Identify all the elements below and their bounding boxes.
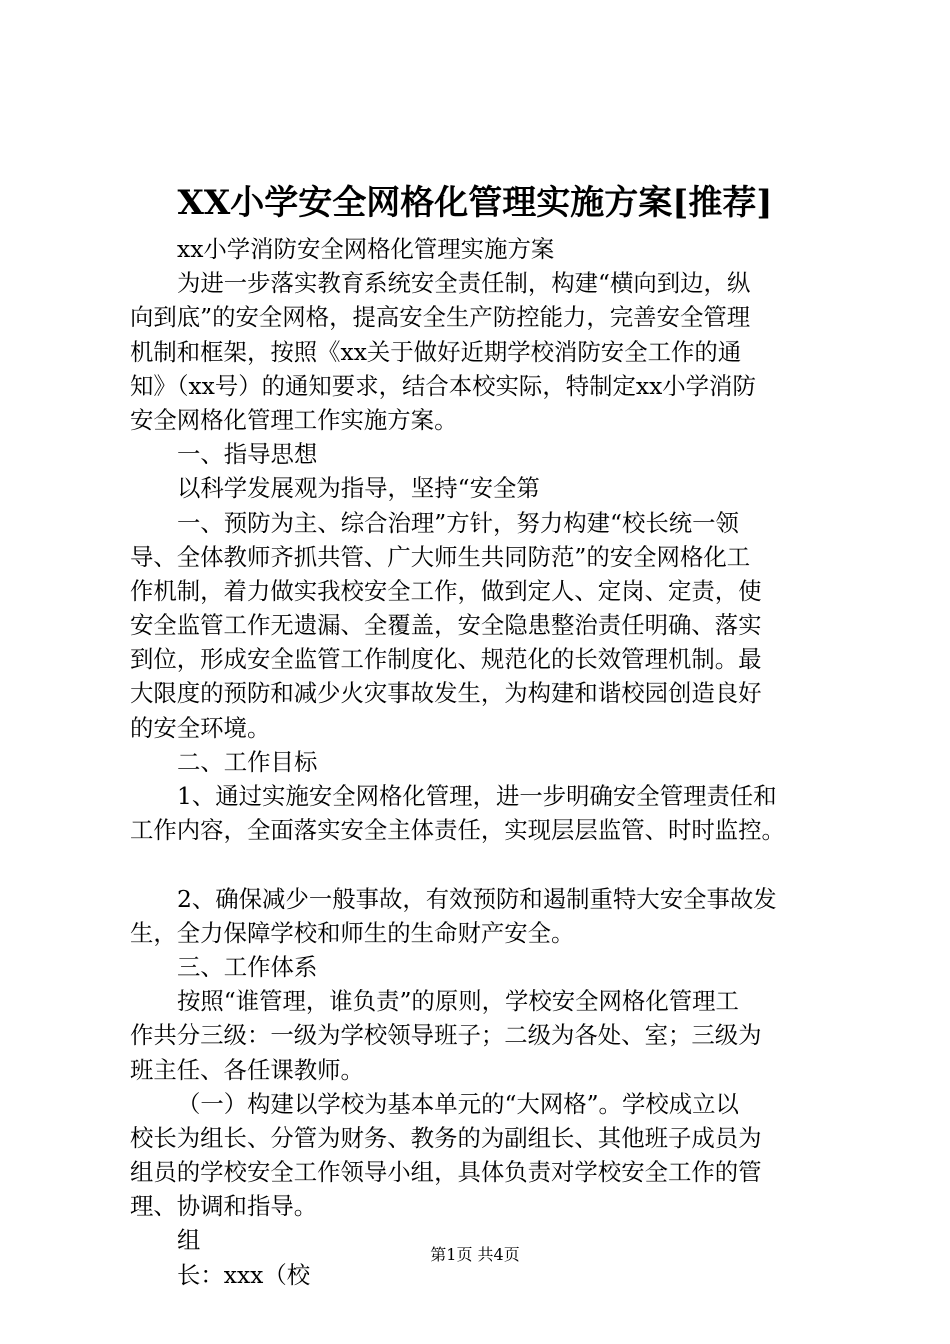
paragraph-line: 组员的学校安全工作领导小组，具体负责对学校安全工作的管 [130,1158,762,1187]
paragraph-line: 工作内容，全面落实安全主体责任，实现层层监管、时时监控。 [130,816,785,845]
paragraph-line: （一）构建以学校为基本单元的“大网格”。学校成立以 [177,1089,739,1118]
paragraph-line: 作共分三级：一级为学校领导班子；二级为各处、室；三级为 [130,1021,762,1050]
paragraph-line: 长：xxx（校 [177,1260,311,1289]
paragraph-line: 安全网格化管理工作实施方案。 [130,405,458,434]
paragraph-line: 按照“谁管理，谁负责”的原则，学校安全网格化管理工 [177,987,739,1016]
paragraph-line: 组 [177,1226,201,1255]
document-body [130,232,840,1292]
section-heading: 一、指导思想 [177,440,318,469]
paragraph-line: 生，全力保障学校和师生的生命财产安全。 [130,918,575,947]
paragraph-line: 大限度的预防和减少火灾事故发生，为构建和谐校园创造良好 [130,679,762,708]
section-heading: 二、工作目标 [177,747,318,776]
paragraph-line: 为进一步落实教育系统安全责任制，构建“横向到边，纵 [177,269,751,298]
paragraph-line: 以科学发展观为指导，坚持“安全第 [177,474,540,503]
blank-line [130,847,840,881]
paragraph-line: 一、预防为主、综合治理”方针，努力构建“校长统一领 [177,508,739,537]
section-heading: 三、工作体系 [177,952,318,981]
paragraph-line: 的安全环境。 [130,713,271,742]
paragraph-line: 2、确保减少一般事故，有效预防和遏制重特大安全事故发 [177,884,777,913]
paragraph-line: 机制和框架，按照《xx关于做好近期学校消防安全工作的通 [130,337,742,366]
paragraph-line: 1、通过实施安全网格化管理，进一步明确安全管理责任和 [177,782,777,810]
paragraph-line: 校长为组长、分管为财务、教务的为副组长、其他班子成员为 [130,1123,762,1152]
paragraph-line: 理、协调和指导。 [130,1192,318,1221]
page-footer: 第1页 共4页 [430,1245,520,1264]
paragraph-line: 导、全体教师齐抓共管、广大师生共同防范”的安全网格化工 [130,542,751,571]
paragraph-line: 到位，形成安全监管工作制度化、规范化的长效管理机制。最 [130,645,762,674]
paragraph-line: 安全监管工作无遗漏、全覆盖，安全隐患整治责任明确、落实 [130,611,762,640]
paragraph-line: 班主任、各任课教师。 [130,1055,364,1084]
paragraph-line: 向到底”的安全网格，提高安全生产防控能力，完善安全管理 [130,303,751,332]
document-title: XX小学安全网格化管理实施方案[推荐] [177,183,773,223]
paragraph-line: 作机制，着力做实我校安全工作，做到定人、定岗、定责，使 [130,576,762,605]
paragraph-line: 知》（xx号）的通知要求，结合本校实际，特制定xx小学消防 [130,371,756,400]
subtitle-line: xx小学消防安全网格化管理实施方案 [177,235,555,263]
